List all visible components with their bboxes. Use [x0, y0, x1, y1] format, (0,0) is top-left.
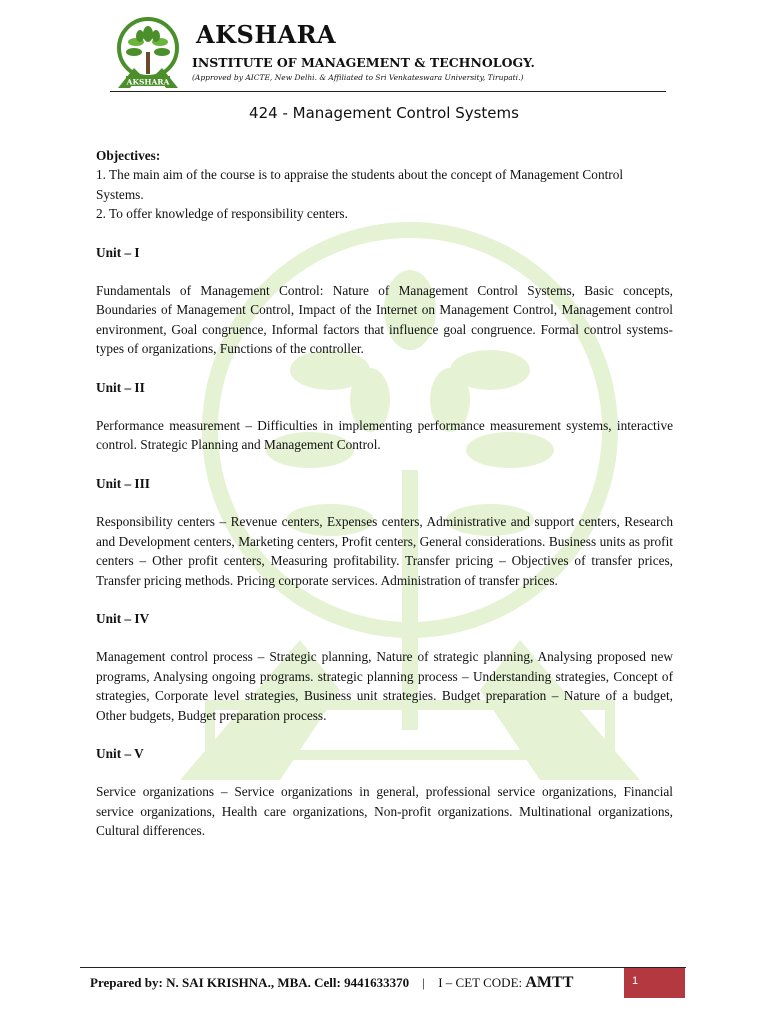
unit-heading: Unit – III	[96, 475, 150, 491]
page-number: 1	[624, 968, 685, 998]
objectives-heading: Objectives:	[96, 148, 161, 163]
cet-code-label: I – CET CODE:	[438, 975, 523, 990]
unit-heading: Unit – IV	[96, 610, 150, 626]
unit-body: Responsibility centers – Revenue centers, Expenses centers, Administrative and support centers, Research and Development centers, Marketing centers, Profit centers, General considerations. Business units as profit centers – Other profit centers, Measuring profitability. Transfer pricing – Objectives of transfer prices, Transfer pricing methods. Pricing corporate services. Administration of transfer prices.	[96, 514, 673, 588]
unit-heading: Unit – II	[96, 379, 145, 395]
svg-text:AKSHARA: AKSHARA	[126, 77, 170, 87]
unit-heading: Unit – V	[96, 745, 144, 761]
cet-code-value: AMTT	[525, 974, 574, 991]
unit-body: Fundamentals of Management Control: Nature of Management Control Systems, Basic concepts, Boundaries of Management Control, Impact of the Internet on Management Control, Management control environment, Goal congruence, Informal factors that influence goal congruence. Formal control systems- types of organizations, Functions of the controller.	[96, 283, 673, 357]
akshara-logo-icon	[112, 16, 184, 92]
approval-note: (Approved by AICTE, New Delhi. & Affiliated to Sri Venkateswara University, Tirupati.)	[192, 73, 524, 82]
prepared-by: Prepared by: N. SAI KRISHNA., MBA. Cell: 9441633370	[90, 975, 410, 990]
page-footer	[90, 974, 573, 992]
objective-item: 2. To offer knowledge of responsibility centers.	[96, 206, 348, 222]
footer-separator: |	[422, 975, 425, 990]
institute-name: AKSHARA	[196, 20, 337, 49]
institute-subtitle: INSTITUTE OF MANAGEMENT & TECHNOLOGY.	[192, 55, 535, 70]
syllabus-content	[96, 146, 673, 841]
footer-divider	[80, 967, 686, 968]
course-title: 424 - Management Control Systems	[249, 104, 519, 122]
unit-body: Management control process – Strategic planning, Nature of strategic planning, Analysing proposed new programs, Analysing ongoing programs. strategic planning process – Understanding strategies, Concept of strategies, Corporate level strategies, Business unit strategies. Budget preparation – Nature of a budget, Other budgets, Budget preparation process.	[96, 649, 673, 723]
unit-body: Service organizations – Service organizations in general, professional service organizations, Financial service organizations, Health care organizations, Non-profit organizations. Multinational organizations, Cultural differences.	[96, 784, 673, 839]
header-divider	[110, 91, 666, 92]
unit-body: Performance measurement – Difficulties in implementing performance measurement systems, interactive control. Strategic Planning and Management Control.	[96, 418, 673, 453]
unit-heading: Unit – I	[96, 244, 140, 260]
objective-item: 1. The main aim of the course is to appraise the students about the concept of Management Control Systems.	[96, 167, 624, 202]
